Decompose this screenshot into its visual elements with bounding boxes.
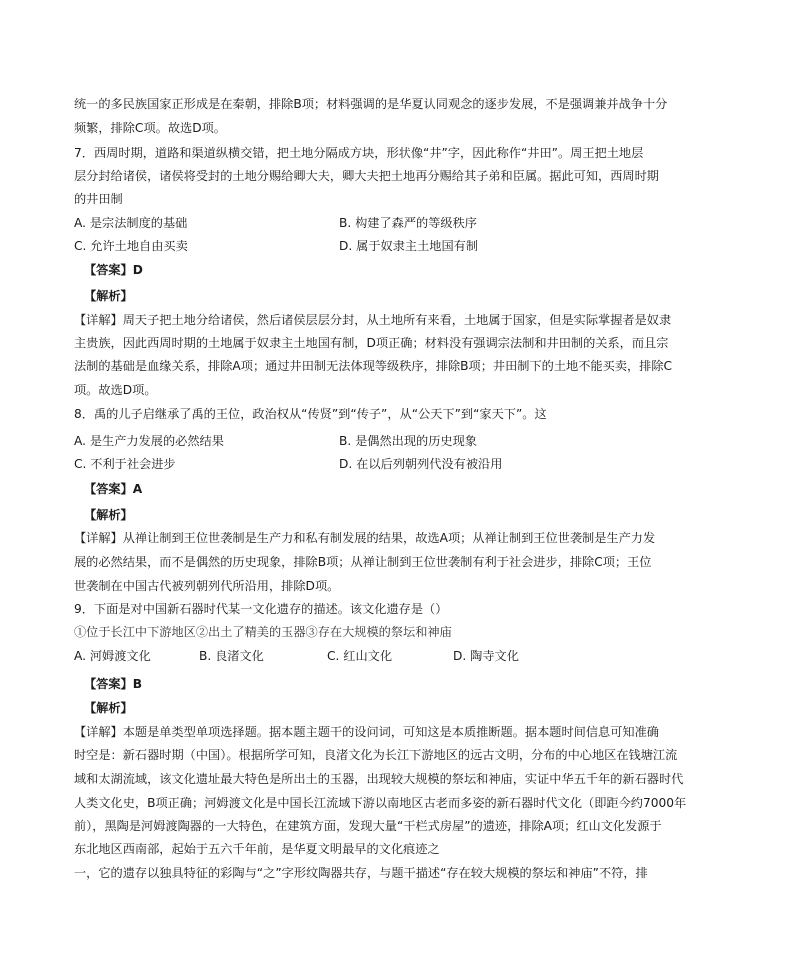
question-7-stem: 7．西周时期，道路和渠道纵横交错，把土地分隔成方块，形状像“井”字，因此称作“井田”。周王把土地层	[74, 146, 644, 160]
question-7-option-d: D. 属于奴隶主土地国有制	[339, 239, 479, 253]
question-9-stem: 9．下面是对中国新石器时代某一文化遗存的描述。该文化遗存是（）	[74, 602, 448, 616]
question-9-explanation: 域和太湖流域，该文化遗址最大特色是所出土的玉器，出现较大规模的祭坛和神庙，实证中华五千年的新石器时代	[74, 772, 684, 786]
question-8-option-d: D. 在以后列朝列代没有被沿用	[339, 457, 503, 471]
question-7-stem: 层分封给诸侯，诸侯将受封的土地分赐给卿大夫，卿大夫把土地再分赐给其子弟和臣属。据此可知，西周时期	[74, 169, 659, 183]
question-7-analysis-heading: 【解析】	[84, 289, 133, 303]
question-7-explanation: 项。故选D项。	[74, 383, 157, 397]
question-8-stem: 8．禹的儿子启继承了禹的王位，政治权从“传贤”到“传子”，从“公天下”到“家天下”。这	[74, 407, 547, 421]
question-8-explanation: 【详解】从禅让制到王位世袭制是生产力和私有制发展的结果，故选A项；从禅让制到王位世袭制是生产力发	[74, 531, 656, 545]
question-8-answer: 【答案】A	[84, 482, 143, 496]
question-9-explanation: 时空是：新石器时期（中国）。根据所学可知，良渚文化为长江下游地区的远古文明，分布的中心地区在钱塘江流	[74, 748, 678, 762]
text-line: 统一的多民族国家正形成是在秦朝，排除B项；材料强调的是华夏认同观念的逐步发展，不是强调兼并战争十分	[74, 97, 668, 111]
question-9-option-b: B. 良渚文化	[199, 649, 264, 663]
question-8-option-c: C. 不利于社会进步	[74, 457, 176, 471]
question-9-answer: 【答案】B	[84, 677, 143, 691]
question-9-explanation: 东北地区西南部，起始于五六千年前，是华夏文明最早的文化痕迹之	[74, 842, 440, 856]
question-8-explanation: 展的必然结果，而不是偶然的历史现象，排除B项；从禅让制到王位世袭制有利于社会进步，排除C项；王位	[74, 555, 652, 569]
question-9-explanation: 一，它的遗存以独具特征的彩陶与“之”字形纹陶器共存，与题干描述“存在较大规模的祭坛和神庙”不符，排	[74, 866, 648, 880]
question-9-option-c: C. 红山文化	[327, 649, 393, 663]
question-7-explanation: 主贵族，因此西周时期的土地属于奴隶主土地国有制，D项正确；材料没有强调宗法制和井田制的关系，而且宗	[74, 336, 669, 350]
question-7-stem: 的井田制	[74, 192, 123, 206]
question-8-option-a: A. 是生产力发展的必然结果	[74, 434, 224, 448]
question-8-option-b: B. 是偶然出现的历史现象	[339, 434, 477, 448]
question-7-option-b: B. 构建了森严的等级秩序	[339, 216, 477, 230]
question-7-answer: 【答案】D	[84, 263, 143, 277]
question-9-description: ①位于长江中下游地区②出土了精美的玉器③存在大规模的祭坛和神庙	[74, 625, 452, 639]
question-9-option-d: D. 陶寺文化	[453, 649, 519, 663]
question-9-explanation: 前），黑陶是河姆渡陶器的一大特色，在建筑方面，发现大量“干栏式房屋”的遗迹，排除A项；红山文化发源于	[74, 819, 662, 833]
question-9-option-a: A. 河姆渡文化	[74, 649, 151, 663]
question-7-explanation: 【详解】周天子把土地分给诸侯，然后诸侯层层分封，从土地所有来看，土地属于国家，但是实际掌握者是奴隶	[74, 313, 672, 327]
question-7-option-c: C. 允许土地自由买卖	[74, 239, 188, 253]
text-line: 频繁，排除C项。故选D项。	[74, 121, 226, 135]
question-9-explanation: 人类文化史，B项正确；河姆渡文化是中国长江流域下游以南地区古老而多姿的新石器时代文化（即距今约7000年	[74, 796, 687, 810]
question-8-analysis-heading: 【解析】	[84, 508, 133, 522]
question-9-analysis-heading: 【解析】	[84, 701, 133, 715]
question-8-explanation: 世袭制在中国古代被列朝列代所沿用，排除D项。	[74, 579, 340, 593]
question-7-explanation: 法制的基础是血缘关系，排除A项；通过井田制无法体现等级秩序，排除B项；井田制下的土地不能买卖，排除C	[74, 359, 673, 373]
question-9-explanation: 【详解】本题是单类型单项选择题。据本题主题干的设问词，可知这是本质推断题。据本题时间信息可知准确	[74, 725, 659, 739]
question-7-option-a: A. 是宗法制度的基础	[74, 216, 188, 230]
